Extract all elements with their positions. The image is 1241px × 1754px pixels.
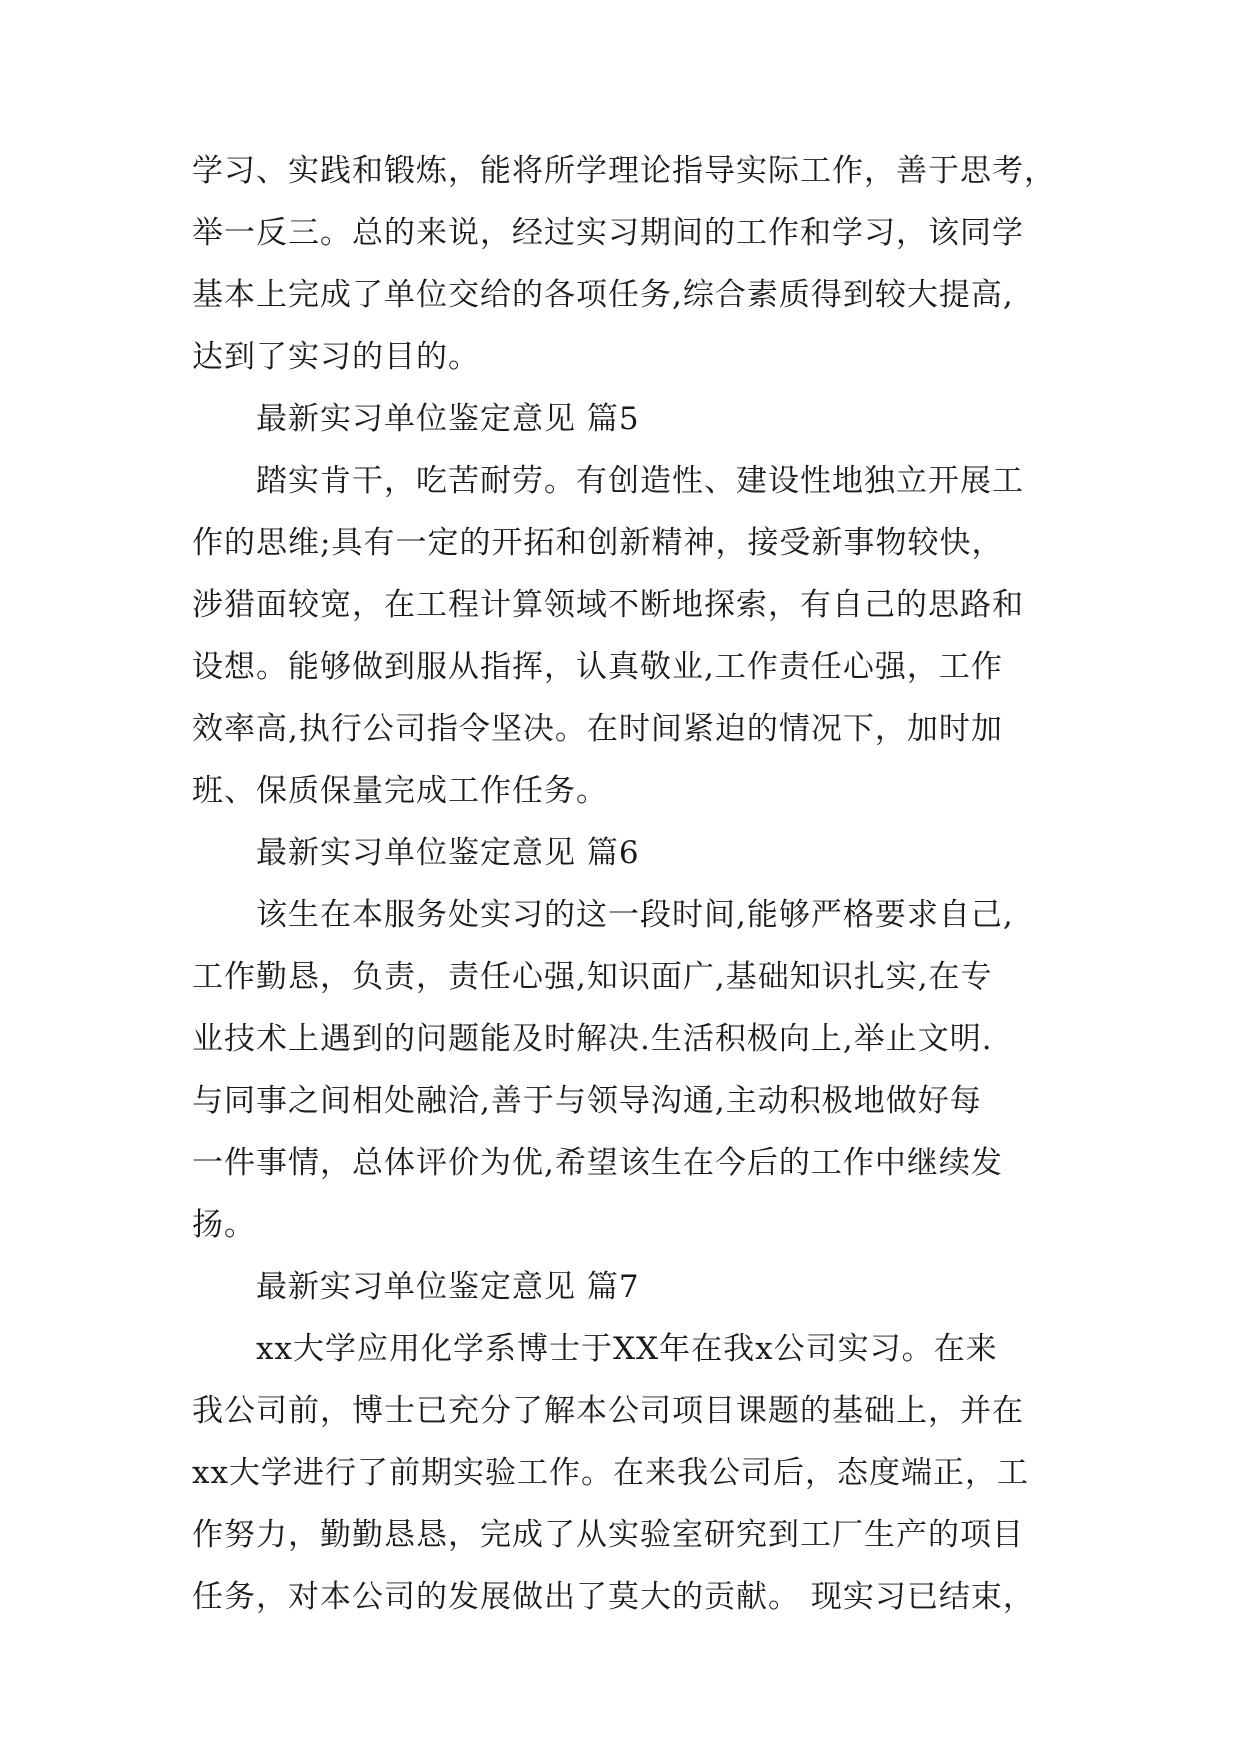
section-heading: 最新实习单位鉴定意见 篇6 [256, 835, 640, 871]
section-heading: 最新实习单位鉴定意见 篇5 [256, 401, 640, 437]
paragraph-line: 一件事情，总体评价为优,希望该生在今后的工作中继续发 [192, 1145, 1003, 1181]
paragraph-line: 踏实肯干，吃苦耐劳。有创造性、建设性地独立开展工 [256, 463, 1024, 499]
paragraph-line: 业技术上遇到的问题能及时解决.生活积极向上,举止文明. [192, 1021, 993, 1057]
paragraph-line: 效率高,执行公司指令坚决。在时间紧迫的情况下，加时加 [192, 711, 1003, 747]
paragraph-line: 涉猎面较宽，在工程计算领域不断地探索，有自己的思路和 [192, 587, 1024, 623]
paragraph-line: xx大学进行了前期实验工作。在来我公司后，态度端正，工 [192, 1455, 1029, 1491]
paragraph-line: 作努力，勤勤恳恳，完成了从实验室研究到工厂生产的项目 [192, 1517, 1024, 1553]
paragraph-line: 班、保质保量完成工作任务。 [192, 773, 608, 809]
paragraph-line: 我公司前，博士已充分了解本公司项目课题的基础上，并在 [192, 1393, 1024, 1429]
paragraph-line: 该生在本服务处实习的这一段时间,能够严格要求自己, [256, 897, 1014, 933]
section-heading: 最新实习单位鉴定意见 篇7 [256, 1269, 640, 1305]
paragraph-line: 设想。能够做到服从指挥，认真敬业,工作责任心强，工作 [192, 649, 1003, 685]
paragraph-line: 作的思维;具有一定的开拓和创新精神，接受新事物较快， [192, 525, 1004, 561]
paragraph-line: 基本上完成了单位交给的各项任务,综合素质得到较大提高, [192, 277, 1014, 313]
paragraph-line: 任务，对本公司的发展做出了莫大的贡献。 现实习已结束， [192, 1579, 1035, 1615]
paragraph-line: 与同事之间相处融洽,善于与领导沟通,主动积极地做好每 [192, 1083, 982, 1119]
paragraph-line: 扬。 [192, 1207, 256, 1243]
paragraph-line: 工作勤恳，负责，责任心强,知识面广,基础知识扎实,在专 [192, 959, 993, 995]
paragraph-line: 达到了实习的目的。 [192, 339, 480, 375]
paragraph-line: xx大学应用化学系博士于XX年在我x公司实习。在来 [256, 1331, 998, 1367]
paragraph-line: 学习、实践和锻炼，能将所学理论指导实际工作，善于思考， [192, 153, 1056, 189]
paragraph-line: 举一反三。总的来说，经过实习期间的工作和学习，该同学 [192, 215, 1024, 251]
